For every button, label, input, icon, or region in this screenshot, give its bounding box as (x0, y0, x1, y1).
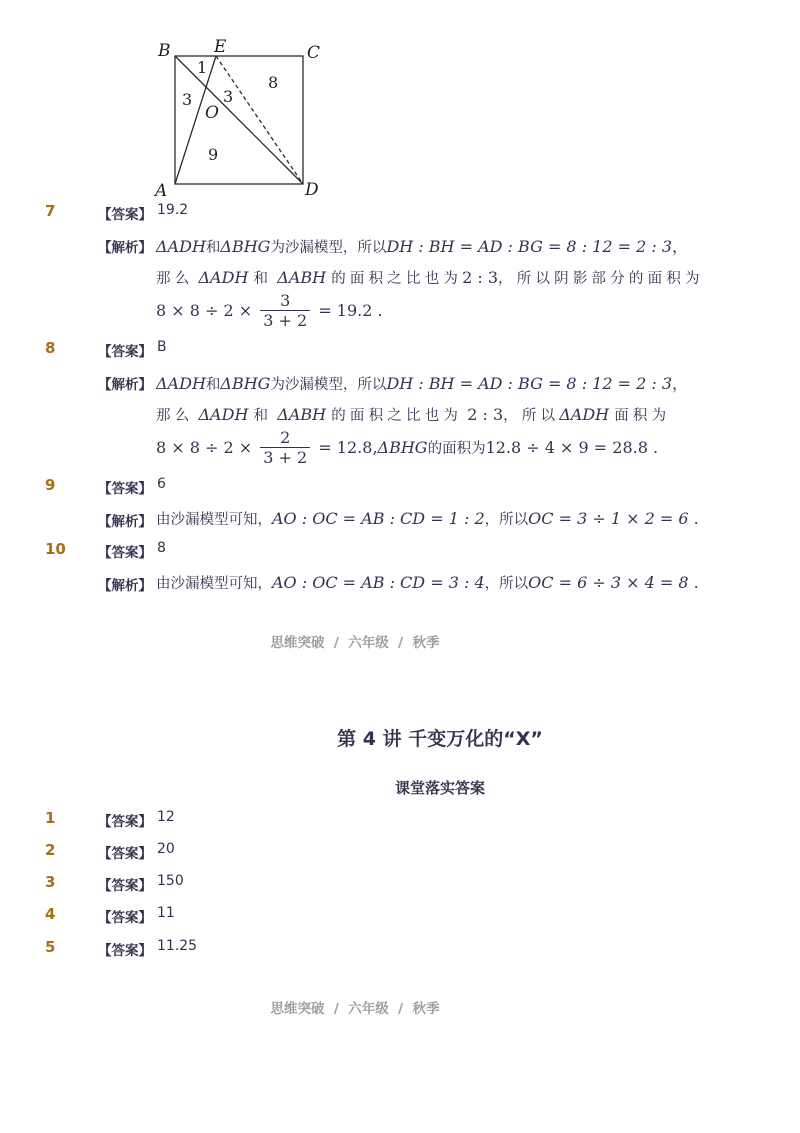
answer-label: 【答案】 (98, 910, 152, 926)
answer-label: 【答案】 (98, 344, 152, 360)
answer-label: 【答案】 (98, 814, 152, 830)
punctuation: . (693, 573, 699, 592)
vertex-label-A: A (155, 181, 168, 201)
section-subtitle: 课堂落实答案 (394, 779, 485, 797)
vertex-label-B: B (158, 41, 171, 61)
analysis-text: 由沙漏模型可知， (156, 576, 272, 592)
analysis-8-line-3 (156, 429, 658, 468)
ratio-equation: AO : OC = AB : CD = 3 : 4 (272, 573, 485, 592)
fraction (260, 292, 310, 331)
triangle-ADH: ΔADH (156, 237, 206, 256)
ratio-value: 2 : 3 (467, 405, 504, 424)
item-number-3: 3 (45, 873, 56, 891)
region-label-9: 9 (208, 145, 219, 164)
problem-number-10: 10 (45, 540, 66, 558)
analysis-label: 【解析】 (98, 240, 152, 256)
item-answer-2: 20 (157, 841, 175, 857)
analysis-text: ，所以阴影部分的面积为 (498, 271, 704, 287)
answer-label: 【答案】 (98, 545, 152, 561)
analysis-text: 的面积之比也为 (331, 271, 463, 287)
vertex-label-O: O (205, 103, 219, 123)
analysis-8-line-2 (156, 404, 670, 425)
expression: 8 × 8 ÷ 2 × (156, 301, 253, 320)
text-he: 和 (205, 377, 221, 393)
triangle-BHG: ΔBHG (220, 374, 271, 393)
analysis-7-line-3 (156, 292, 383, 331)
segment-ED-dashed (216, 56, 303, 184)
triangle-BHG: ΔBHG (377, 438, 428, 457)
item-answer-1: 12 (157, 809, 175, 825)
item-answer-3: 150 (157, 873, 184, 889)
problem-number-7: 7 (45, 202, 56, 220)
analysis-label: 【解析】 (98, 377, 152, 393)
analysis-text: 为沙漏模型，所以 (270, 240, 387, 256)
punctuation: ， (672, 374, 689, 393)
fraction-denominator: 3 + 2 (260, 447, 310, 468)
ratio-equation: DH : BH = AD : BG = 8 : 12 = 2 : 3 (386, 374, 673, 393)
expression: 8 × 8 ÷ 2 × (156, 438, 253, 457)
triangle-ADH: ΔADH (156, 374, 206, 393)
analysis-text: 那么 (156, 408, 194, 424)
analysis-text: 那么 (156, 271, 194, 287)
analysis-text: 和 (253, 271, 273, 287)
item-answer-4: 11 (157, 905, 175, 921)
answer-label: 【答案】 (98, 943, 152, 959)
page-footer-2: 思维突破 / 六年级 / 秋季 (270, 1001, 440, 1017)
ratio-equation: DH : BH = AD : BG = 8 : 12 = 2 : 3 (386, 237, 673, 256)
vertex-label-D: D (305, 180, 319, 200)
vertex-label-E: E (214, 37, 227, 57)
ratio-value: 2 : 3 (462, 268, 499, 287)
analysis-9-line-1 (156, 508, 699, 529)
analysis-7-line-1 (156, 234, 688, 257)
analysis-8-line-1 (156, 371, 688, 394)
punctuation: ， (672, 237, 689, 256)
triangle-ABH: ΔABH (277, 405, 327, 424)
page-footer: 思维突破 / 六年级 / 秋季 (270, 635, 440, 651)
punctuation: , (372, 438, 378, 457)
item-number-1: 1 (45, 809, 56, 827)
answer-label: 【答案】 (98, 481, 152, 497)
analysis-text: 由沙漏模型可知， (156, 512, 272, 528)
region-label-8: 8 (268, 73, 279, 92)
answer-label: 【答案】 (98, 846, 152, 862)
lecture-title: 第 4 讲 千变万化的“X” (337, 728, 543, 750)
analysis-text: 的面积之比也为 (331, 408, 463, 424)
analysis-text: 为沙漏模型，所以 (270, 377, 387, 393)
fraction-denominator: 3 + 2 (260, 310, 310, 331)
answer-value-10: 8 (157, 540, 166, 556)
answer-label: 【答案】 (98, 207, 152, 223)
triangle-ADH: ΔADH (198, 268, 249, 287)
fraction (260, 429, 310, 468)
analysis-label: 【解析】 (98, 578, 152, 594)
geometry-figure (150, 36, 340, 201)
segment-BD (175, 56, 303, 184)
item-number-2: 2 (45, 841, 56, 859)
text-he: 和 (205, 240, 221, 256)
triangle-ADH: ΔADH (559, 405, 610, 424)
answer-value-7: 19.2 (157, 202, 189, 218)
analysis-text: ，所以 (484, 576, 529, 592)
punctuation: . (693, 509, 699, 528)
triangle-ADH: ΔADH (198, 405, 249, 424)
item-answer-5: 11.25 (157, 938, 198, 954)
analysis-text: ，所以 (484, 512, 529, 528)
result: = 12.8 (318, 438, 373, 457)
analysis-10-line-1 (156, 572, 699, 593)
vertex-label-C: C (307, 43, 321, 63)
answer-value-8: B (157, 339, 167, 355)
item-number-4: 4 (45, 905, 56, 923)
triangle-ABH: ΔABH (277, 268, 327, 287)
expression: OC = 3 ÷ 1 × 2 = 6 (528, 509, 689, 528)
ratio-equation: AO : OC = AB : CD = 1 : 2 (272, 509, 485, 528)
result: = 19.2 (318, 301, 373, 320)
region-label-1: 1 (197, 58, 208, 77)
fraction-numerator: 2 (280, 428, 291, 447)
analysis-7-line-2 (156, 267, 704, 288)
analysis-text: 和 (253, 408, 273, 424)
analysis-text: 面积为 (614, 408, 671, 424)
problem-number-9: 9 (45, 476, 56, 494)
analysis-label: 【解析】 (98, 514, 152, 530)
answer-value-9: 6 (157, 476, 166, 492)
expression: 12.8 ÷ 4 × 9 = 28.8 (485, 438, 648, 457)
region-label-3-left: 3 (182, 90, 193, 109)
triangle-BHG: ΔBHG (220, 237, 271, 256)
answer-label: 【答案】 (98, 878, 152, 894)
punctuation: . (653, 438, 659, 457)
analysis-text: ，所以 (503, 408, 560, 424)
problem-number-8: 8 (45, 339, 56, 357)
item-number-5: 5 (45, 938, 56, 956)
region-label-3-right: 3 (223, 87, 234, 106)
punctuation: . (377, 301, 383, 320)
expression: OC = 6 ÷ 3 × 4 = 8 (528, 573, 689, 592)
fraction-numerator: 3 (280, 291, 291, 310)
analysis-text: 的面积为 (427, 441, 486, 457)
